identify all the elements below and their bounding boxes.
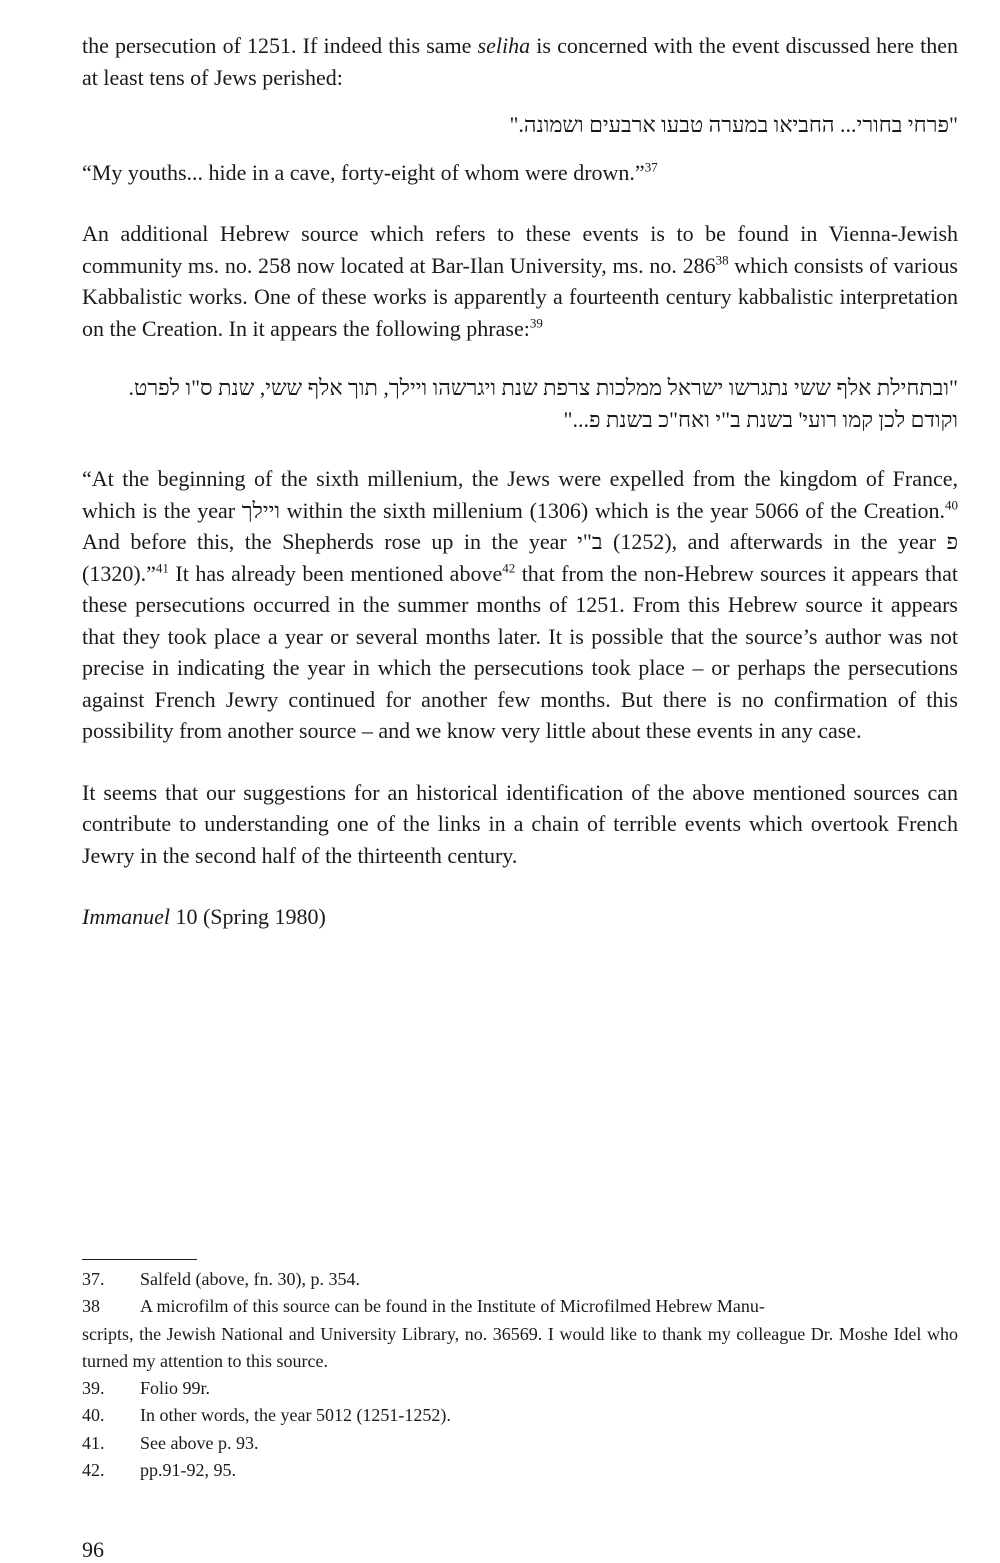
footnote-ref-42[interactable]: 42 — [502, 560, 516, 576]
footnote-38 — [82, 1293, 958, 1320]
paragraph-2-text-b: which consists of various Kabbalistic works. One of these works is apparently a fourteenth century kabbalistic interpretation on the Creation. In it appears the following phrase: — [82, 252, 958, 341]
footnote-ref-37[interactable]: 37 — [644, 159, 658, 175]
footnote-rule — [82, 1259, 197, 1260]
footnote-number: 39. — [82, 1378, 105, 1399]
paragraph-2-text-a: An additional Hebrew source which refers to these events is to be found in Vienna-Jewish community ms. no. 258 now located at Bar-Ilan University, ms. no. 286 — [82, 221, 958, 278]
translation-1-text: “My youths... hide in a cave, forty-eight of whom were drown.” — [82, 159, 645, 185]
hebrew-quote-2: "ובתחילת אלף ששי נתגרשו ישראל ממלכות צרפת שנת ויגרשהו ויילך, תוך אלף ששי, שנת ס"ו לפרט. וקודם לכן קמו רועי' בשנת ב"י ואח"כ בשנת פ..." — [128, 375, 958, 432]
footnote-text: Salfeld (above, fn. 30), p. 354. — [140, 1269, 360, 1289]
paragraph-1 — [82, 30, 958, 93]
paragraph-3-text-f: It has already been mentioned above — [168, 560, 503, 586]
footnote-number: 37. — [82, 1269, 105, 1289]
page-number: 96 — [82, 1537, 104, 1562]
source-citation — [82, 901, 958, 932]
footnote-ref-41[interactable]: 41 — [155, 560, 169, 576]
footnote-number: 41. — [82, 1432, 105, 1453]
footnote-text: Folio 99r. — [140, 1378, 211, 1399]
citation-issue: 10 (Spring 1980) — [169, 904, 326, 929]
paragraph-3-text-e: (1320).” — [82, 560, 156, 586]
paragraph-3-text-b: within the sixth millenium (1306) which is the year 5066 of the Creation. — [280, 497, 945, 523]
footnote-number: 42. — [82, 1460, 105, 1481]
paragraph-4: It seems that our suggestions for an historical identification of the above mentioned sources can contribute to understanding one of the links in a chain of terrible events which overtook French Jewry in the second half of the thirteenth century. — [82, 779, 958, 868]
footnote-text: A microfilm of this source can be found in the Institute of Microfilmed Hebrew Manu- — [140, 1296, 765, 1317]
hebrew-year-vayelekh: ויילך — [241, 497, 281, 523]
hebrew-year-pe: פ — [946, 529, 958, 554]
footnote-41 — [82, 1430, 958, 1457]
footnote-42 — [82, 1457, 958, 1484]
paragraph-1-text-b: is concerned with the event discussed here then at least tens of Jews perished: — [82, 33, 958, 90]
footnote-ref-38[interactable]: 38 — [715, 252, 729, 268]
paragraph-1-text-a: the persecution of 1251. If indeed this same — [82, 33, 478, 58]
footnote-40 — [82, 1402, 958, 1429]
footnote-ref-39[interactable]: 39 — [529, 315, 543, 331]
paragraph-3-text-g: that from the non-Hebrew sources it appears that these persecutions occurred in the summer months of 1251. From this Hebrew source it appears that they took place a year or several months later. It is possible that the source’s author was not precise in indicating the year in which the persecutions took place – or perhaps the persecutions against French Jewry continued for another few months. But there is no confirmation of this possibility from another source – and we know very little about these events in any case. — [82, 560, 959, 743]
footnote-number: 38 — [82, 1296, 100, 1317]
paragraph-3-text-a: “At the beginning of the sixth millenium, the Jews were expelled from the kingdom of France, which is the year — [82, 466, 958, 523]
paragraph-2 — [82, 218, 958, 344]
paragraph-3-text-d: (1252), and afterwards in the year — [602, 529, 947, 554]
footnote-39 — [82, 1375, 958, 1402]
seliha-term: seliha — [477, 33, 531, 58]
citation-journal: Immanuel — [82, 904, 170, 929]
footnote-number: 40. — [82, 1405, 105, 1426]
paragraph-3-text-c: And before this, the Shepherds rose up in the year — [82, 529, 578, 554]
paragraph-3 — [82, 463, 958, 747]
footnote-ref-40[interactable]: 40 — [945, 497, 958, 513]
footnote-text: See above p. 93. — [140, 1432, 259, 1453]
footnote-38-continuation: scripts, the Jewish National and University Library, no. 36569. I would like to thank my colleague Dr. Moshe Idel who turned my attention to this source. — [82, 1323, 958, 1371]
hebrew-year-bet-yod: ב"י — [577, 529, 603, 554]
hebrew-quote-1: "פרחי בחורי... החביאו במערה טבעו ארבעים ושמונה." — [509, 112, 958, 137]
footnotes — [82, 1266, 958, 1484]
footnote-text: pp.91-92, 95. — [140, 1460, 236, 1481]
footnote-text: In other words, the year 5012 (1251-1252). — [140, 1405, 451, 1426]
translation-1 — [82, 157, 958, 189]
footnote-37 — [82, 1266, 958, 1293]
